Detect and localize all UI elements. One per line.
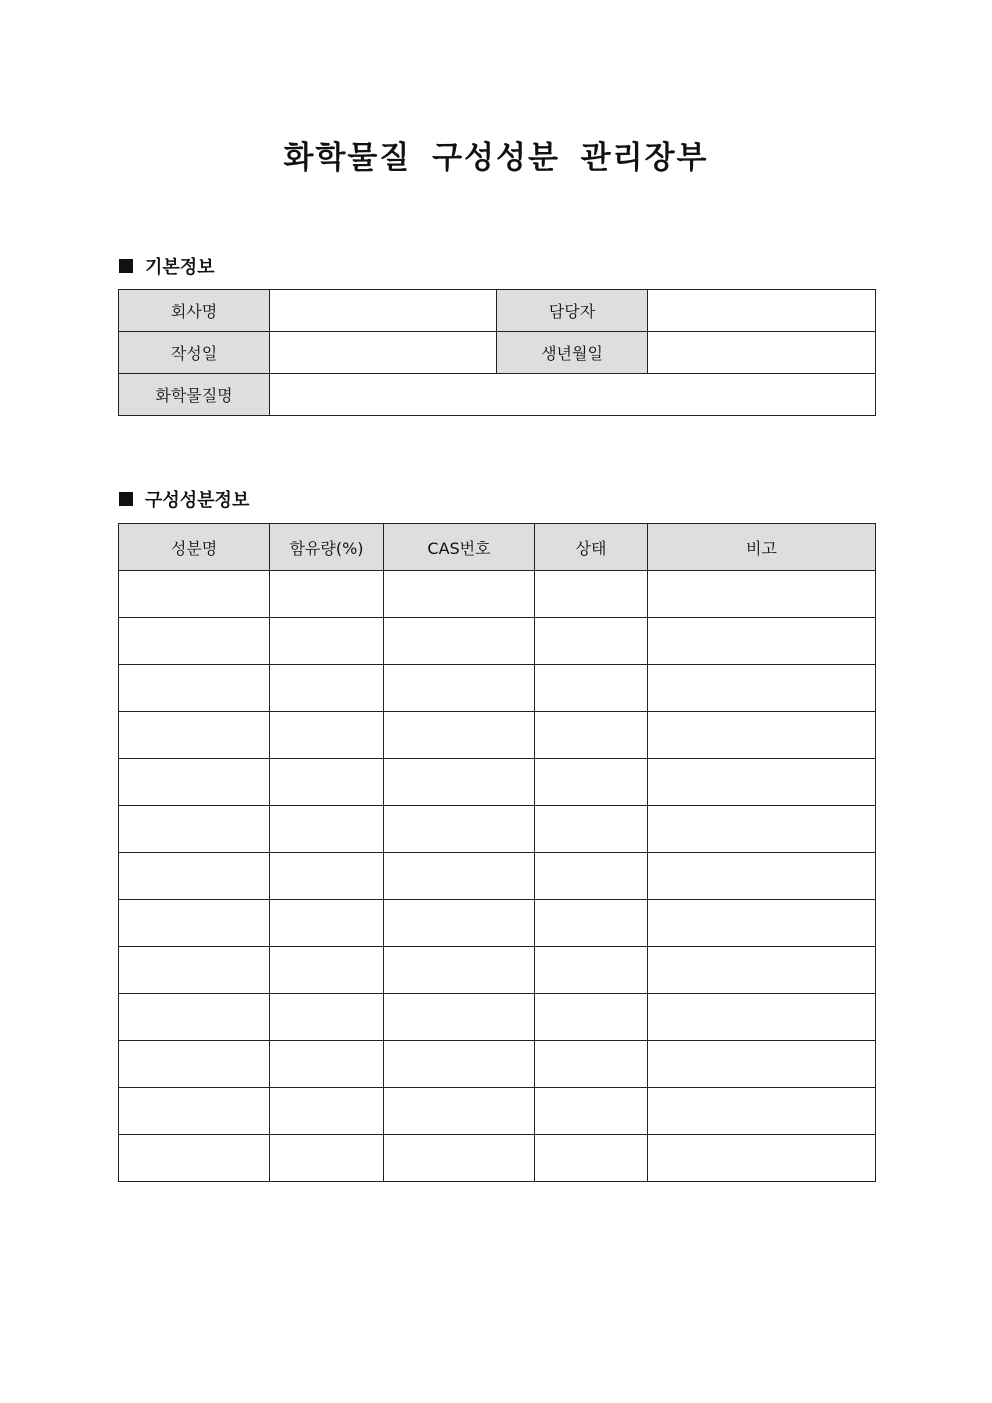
remarks-cell[interactable]	[648, 665, 876, 712]
table-row	[119, 1135, 876, 1182]
component-name-cell[interactable]	[119, 1135, 270, 1182]
remarks-cell[interactable]	[648, 806, 876, 853]
component-name-cell[interactable]	[119, 618, 270, 665]
chemical-field[interactable]	[270, 374, 876, 416]
manager-label: 담당자	[497, 290, 648, 332]
remarks-cell[interactable]	[648, 1135, 876, 1182]
content-cell[interactable]	[270, 1088, 384, 1135]
cas-number-cell[interactable]	[384, 806, 535, 853]
state-cell[interactable]	[535, 853, 648, 900]
birth-field[interactable]	[648, 332, 876, 374]
content-cell[interactable]	[270, 571, 384, 618]
component-info-heading	[119, 486, 249, 512]
basic-info-table	[118, 289, 876, 416]
component-name-cell[interactable]	[119, 806, 270, 853]
component-name-cell[interactable]	[119, 1088, 270, 1135]
column-header-remarks: 비고	[648, 524, 876, 571]
cas-number-cell[interactable]	[384, 1135, 535, 1182]
birth-label: 생년월일	[497, 332, 648, 374]
square-bullet-icon	[119, 492, 133, 506]
component-name-cell[interactable]	[119, 712, 270, 759]
column-header-content: 함유량(%)	[270, 524, 384, 571]
content-cell[interactable]	[270, 994, 384, 1041]
cas-number-cell[interactable]	[384, 1088, 535, 1135]
table-row	[119, 900, 876, 947]
content-cell[interactable]	[270, 759, 384, 806]
table-row	[119, 712, 876, 759]
content-cell[interactable]	[270, 900, 384, 947]
component-name-cell[interactable]	[119, 994, 270, 1041]
page-title: 화학물질 구성성분 관리장부	[283, 140, 709, 176]
cas-number-cell[interactable]	[384, 900, 535, 947]
remarks-cell[interactable]	[648, 994, 876, 1041]
state-cell[interactable]	[535, 712, 648, 759]
state-cell[interactable]	[535, 1088, 648, 1135]
basic-info-heading	[119, 253, 215, 279]
column-header-cas-number: CAS번호	[384, 524, 535, 571]
state-cell[interactable]	[535, 947, 648, 994]
component-name-cell[interactable]	[119, 1041, 270, 1088]
content-cell[interactable]	[270, 1135, 384, 1182]
remarks-cell[interactable]	[648, 1041, 876, 1088]
remarks-cell[interactable]	[648, 900, 876, 947]
table-row	[119, 947, 876, 994]
cas-number-cell[interactable]	[384, 618, 535, 665]
component-table	[118, 523, 876, 1182]
square-bullet-icon	[119, 259, 133, 273]
cas-number-cell[interactable]	[384, 759, 535, 806]
component-name-cell[interactable]	[119, 947, 270, 994]
cas-number-cell[interactable]	[384, 994, 535, 1041]
component-name-cell[interactable]	[119, 665, 270, 712]
remarks-cell[interactable]	[648, 1088, 876, 1135]
component-name-cell[interactable]	[119, 571, 270, 618]
cas-number-cell[interactable]	[384, 571, 535, 618]
date-label: 작성일	[119, 332, 270, 374]
table-row	[119, 571, 876, 618]
cas-number-cell[interactable]	[384, 712, 535, 759]
state-cell[interactable]	[535, 806, 648, 853]
basic-info-heading-text: 기본정보	[145, 257, 215, 278]
cas-number-cell[interactable]	[384, 853, 535, 900]
company-label: 회사명	[119, 290, 270, 332]
component-name-cell[interactable]	[119, 759, 270, 806]
table-row	[119, 1041, 876, 1088]
table-row	[119, 994, 876, 1041]
remarks-cell[interactable]	[648, 759, 876, 806]
table-row	[119, 806, 876, 853]
state-cell[interactable]	[535, 759, 648, 806]
remarks-cell[interactable]	[648, 618, 876, 665]
cas-number-cell[interactable]	[384, 665, 535, 712]
table-header-row	[119, 524, 876, 571]
content-cell[interactable]	[270, 712, 384, 759]
table-row	[119, 290, 876, 332]
table-row	[119, 853, 876, 900]
component-name-cell[interactable]	[119, 900, 270, 947]
table-row	[119, 374, 876, 416]
state-cell[interactable]	[535, 1135, 648, 1182]
table-row	[119, 759, 876, 806]
state-cell[interactable]	[535, 1041, 648, 1088]
state-cell[interactable]	[535, 618, 648, 665]
chemical-label: 화학물질명	[119, 374, 270, 416]
content-cell[interactable]	[270, 806, 384, 853]
state-cell[interactable]	[535, 665, 648, 712]
manager-field[interactable]	[648, 290, 876, 332]
component-info-heading-text: 구성성분정보	[145, 490, 250, 511]
content-cell[interactable]	[270, 947, 384, 994]
table-row	[119, 618, 876, 665]
cas-number-cell[interactable]	[384, 1041, 535, 1088]
cas-number-cell[interactable]	[384, 947, 535, 994]
date-field[interactable]	[270, 332, 497, 374]
state-cell[interactable]	[535, 571, 648, 618]
table-row	[119, 1088, 876, 1135]
component-name-cell[interactable]	[119, 853, 270, 900]
remarks-cell[interactable]	[648, 947, 876, 994]
column-header-component-name: 성분명	[119, 524, 270, 571]
state-cell[interactable]	[535, 994, 648, 1041]
table-row	[119, 665, 876, 712]
content-cell[interactable]	[270, 618, 384, 665]
table-row	[119, 332, 876, 374]
company-field[interactable]	[270, 290, 497, 332]
content-cell[interactable]	[270, 665, 384, 712]
remarks-cell[interactable]	[648, 571, 876, 618]
content-cell[interactable]	[270, 1041, 384, 1088]
remarks-cell[interactable]	[648, 712, 876, 759]
state-cell[interactable]	[535, 900, 648, 947]
content-cell[interactable]	[270, 853, 384, 900]
column-header-state: 상태	[535, 524, 648, 571]
remarks-cell[interactable]	[648, 853, 876, 900]
